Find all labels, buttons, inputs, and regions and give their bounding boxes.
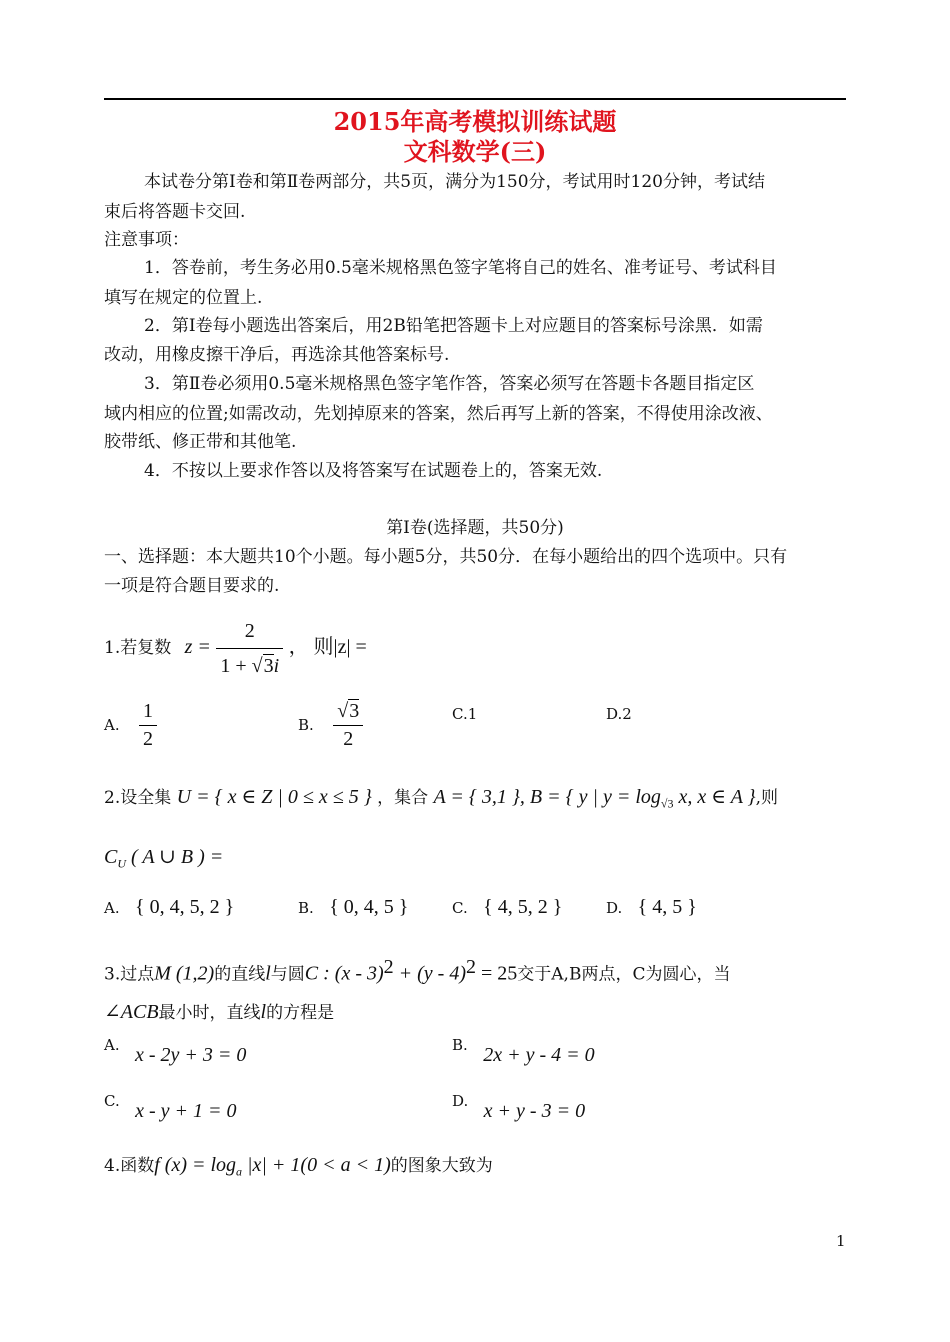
- exam-subtitle: 文科数学(三): [403, 137, 547, 166]
- fraction: $\frac{2}{1 + √3i}$: [216, 616, 283, 681]
- section-description: 一项是符合题目要求的.: [104, 576, 280, 596]
- option-d[interactable]: D.2: [606, 705, 632, 723]
- option-c[interactable]: C. { 4, 5, 2 }: [452, 896, 563, 918]
- question-3: 3.过点M (1,2)的直线l与圆C : (x - 3)$^2$ + (y - 4)$^2$ = 25交于A,B两点，C为圆心，当: [104, 956, 731, 985]
- option-c[interactable]: C. x - y + 1 = 0: [104, 1092, 237, 1122]
- notice-item: 4．不按以上要求作答以及将答案写在试题卷上的，答案无效.: [144, 461, 603, 481]
- option-b[interactable]: B. { 0, 4, 5 }: [298, 896, 409, 918]
- question-3-line2: ∠ACB最小时，直线l的方程是: [104, 1001, 335, 1023]
- option-a[interactable]: A. $\frac{1}{2}$: [104, 700, 157, 751]
- notice-item: 域内相应的位置;如需改动，先划掉原来的答案，然后再写上新的答案，不得使用涂改液、: [104, 404, 773, 424]
- option-d[interactable]: D. { 4, 5 }: [606, 896, 697, 918]
- section-heading: 第Ⅰ卷(选择题，共50分): [386, 518, 564, 538]
- notice-item: 3．第Ⅱ卷必须用0.5毫米规格黑色签字笔作答，答案必须写在答题卡各题目指定区: [144, 374, 755, 394]
- option-d[interactable]: D. x + y - 3 = 0: [452, 1092, 586, 1122]
- page-number: 1: [836, 1232, 846, 1250]
- notice-heading: 注意事项：: [104, 230, 189, 250]
- question-1: 1.若复数 z = $\frac{2}{1 + √3i}$ ， 则|z| =: [104, 616, 846, 681]
- notice-item: 2．第Ⅰ卷每小题选出答案后，用2B铅笔把答题卡上对应题目的答案标号涂黑．如需: [144, 316, 763, 336]
- option-c[interactable]: C.1: [452, 705, 478, 723]
- notice-item: 1．答卷前，考生务必用0.5毫米规格黑色签字笔将自己的姓名、准考证号、考试科目: [144, 258, 777, 278]
- math-lhs: z =: [184, 636, 211, 658]
- option-b[interactable]: B. $\frac{√3}{2}$: [298, 700, 363, 751]
- intro-line: 本试卷分第Ⅰ卷和第Ⅱ卷两部分，共5页，满分为150分，考试用时120分钟，考试结: [144, 172, 765, 192]
- exam-title: 2015年高考模拟训练试题: [333, 107, 617, 136]
- notice-item: 改动，用橡皮擦干净后，再选涂其他答案标号.: [104, 345, 450, 365]
- option-b[interactable]: B. 2x + y - 4 = 0: [452, 1036, 595, 1066]
- option-a[interactable]: A. { 0, 4, 5, 2 }: [104, 896, 235, 918]
- question-2-expression: $C_U$ ( A ∪ B ) =: [104, 846, 224, 871]
- section-description: 一、选择题：本大题共10个小题。每小题5分，共50分．在每小题给出的四个选项中。只有: [104, 547, 788, 567]
- intro-line: 束后将答题卡交回.: [104, 202, 246, 222]
- question-4: 4.函数f $(x) = \log_a |x| + 1(0 < a < 1)$的图象大致为: [104, 1154, 493, 1179]
- notice-item: 胶带纸、修正带和其他笔.: [104, 432, 297, 452]
- question-2: 2.设全集 U = { x ∈ Z | 0 ≤ x ≤ 5 } ，集合 A = { 3,1 }, B = { y | $y = \log_{√3} x$, x ∈ A },则: [104, 786, 778, 811]
- option-a[interactable]: A. x - 2y + 3 = 0: [104, 1036, 247, 1066]
- notice-item: 填写在规定的位置上.: [104, 288, 263, 308]
- header-rule: [104, 98, 846, 100]
